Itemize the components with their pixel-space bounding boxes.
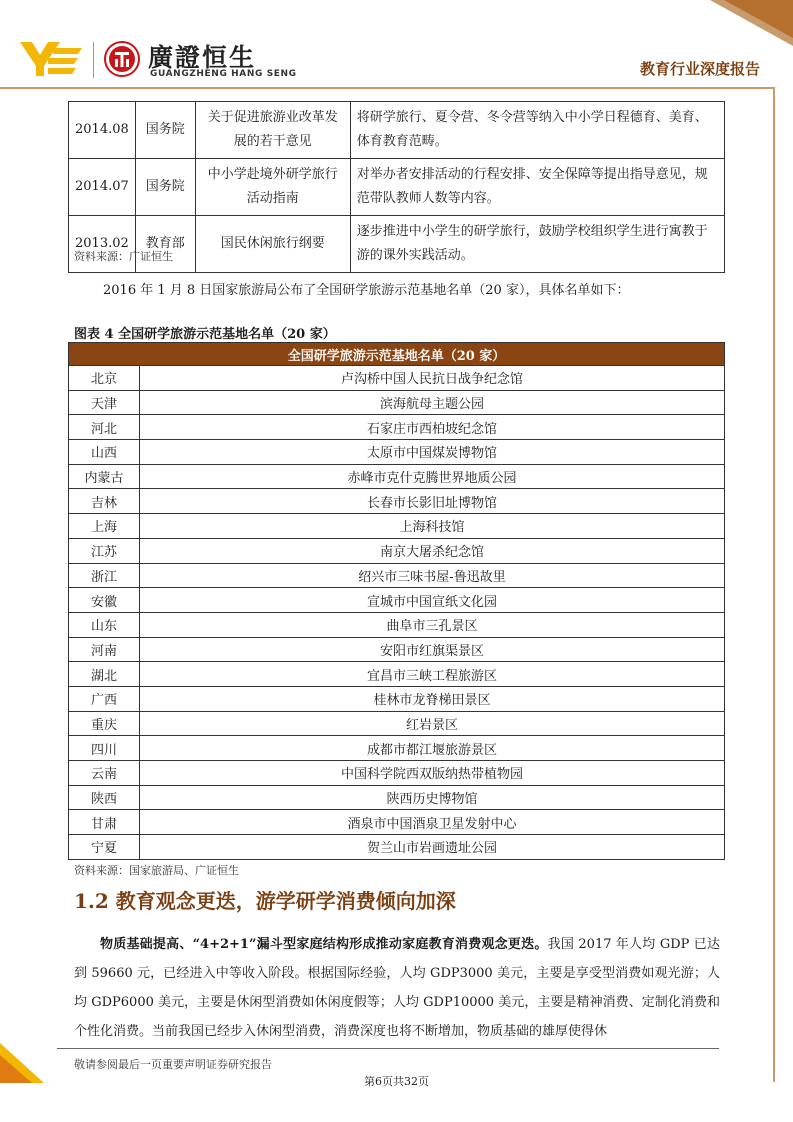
table-row [69, 761, 725, 786]
policy-content: 将研学旅行、夏令营、冬令营等纳入中小学日程德育、美育、体育教育范畴。 [350, 102, 724, 159]
province-cell: 湖北 [69, 662, 140, 687]
policy-date: 2014.07 [69, 159, 136, 216]
table-row [69, 686, 725, 711]
province-cell: 重庆 [69, 711, 140, 736]
table-row [69, 563, 725, 588]
province-cell: 宁夏 [69, 835, 140, 860]
province-cell: 河南 [69, 637, 140, 662]
table-row [69, 159, 725, 216]
province-cell: 河北 [69, 415, 140, 440]
site-cell: 南京大屠杀纪念馆 [140, 538, 725, 563]
site-cell: 酒泉市中国酒泉卫星发射中心 [140, 810, 725, 835]
site-cell: 滨海航母主题公园 [140, 390, 725, 415]
study-tour-base-table [68, 342, 725, 860]
table-row [69, 637, 725, 662]
section-heading: 1.2 教育观念更迭，游学研学消费倾向加深 [74, 889, 456, 913]
policy-content: 对举办者安排活动的行程安排、安全保障等提出指导意见，规范带队教师人数等内容。 [350, 159, 724, 216]
province-cell: 云南 [69, 761, 140, 786]
policy-date: 2014.08 [69, 102, 136, 159]
site-cell: 贺兰山市岩画遗址公园 [140, 835, 725, 860]
province-cell: 内蒙古 [69, 464, 140, 489]
table-row [69, 440, 725, 465]
province-cell: 广西 [69, 686, 140, 711]
table-row [69, 366, 725, 391]
policy-org: 教育部 [135, 216, 195, 273]
table-row [69, 810, 725, 835]
source-note: 资料来源：广证恒生 [74, 250, 173, 263]
site-cell: 卢沟桥中国人民抗日战争纪念馆 [140, 366, 725, 391]
site-cell: 红岩景区 [140, 711, 725, 736]
province-cell: 山东 [69, 612, 140, 637]
lead-sentence: 物质基础提高、“4+2+1”漏斗型家庭结构形成推动家庭教育消费观念更迭。 [100, 937, 548, 952]
province-cell: 吉林 [69, 489, 140, 514]
policy-org: 国务院 [135, 102, 195, 159]
policy-date: 2013.02 [69, 216, 136, 273]
logo-divider [93, 42, 94, 78]
site-cell: 桂林市龙脊梯田景区 [140, 686, 725, 711]
table-row [69, 538, 725, 563]
site-cell: 赤峰市克什克腾世界地质公园 [140, 464, 725, 489]
site-cell: 成都市都江堰旅游景区 [140, 736, 725, 761]
table-row [69, 835, 725, 860]
province-cell: 北京 [69, 366, 140, 391]
policy-document: 关于促进旅游业改革发展的若干意见 [195, 102, 350, 159]
site-cell: 宣城市中国宣纸文化园 [140, 588, 725, 613]
province-cell: 山西 [69, 440, 140, 465]
site-cell: 太原市中国煤炭博物馆 [140, 440, 725, 465]
table-row [69, 464, 725, 489]
table-row [69, 514, 725, 539]
site-cell: 陕西历史博物馆 [140, 785, 725, 810]
table-row [69, 612, 725, 637]
province-cell: 上海 [69, 514, 140, 539]
table-row [69, 662, 725, 687]
logo-english-name: GUANGZHENG HANG SENG [150, 69, 297, 79]
intro-paragraph: 2016 年 1 月 8 日国家旅游局公布了全国研学旅游示范基地名单（20 家），具体名单如下： [103, 283, 630, 298]
logo-chinese-name: 廣證恒生 [148, 43, 257, 72]
table-row [69, 489, 725, 514]
site-cell: 曲阜市三孔景区 [140, 612, 725, 637]
side-rule [773, 87, 775, 1082]
table-row [69, 390, 725, 415]
body-paragraph [74, 930, 720, 1046]
page-header [0, 0, 793, 92]
province-cell: 陕西 [69, 785, 140, 810]
site-cell: 绍兴市三味书屋-鲁迅故里 [140, 563, 725, 588]
province-cell: 天津 [69, 390, 140, 415]
province-cell: 浙江 [69, 563, 140, 588]
ye-logo-icon [20, 40, 82, 78]
table-header: 全国研学旅游示范基地名单（20 家） [69, 343, 725, 366]
province-cell: 四川 [69, 736, 140, 761]
site-cell: 长春市长影旧址博物馆 [140, 489, 725, 514]
site-cell: 宜昌市三峡工程旅游区 [140, 662, 725, 687]
page-number: 第6页共32页 [364, 1075, 429, 1088]
figure-title: 图表 4 全国研学旅游示范基地名单（20 家） [74, 327, 336, 342]
province-cell: 甘肃 [69, 810, 140, 835]
table-row [69, 415, 725, 440]
table-row [69, 711, 725, 736]
body-text: 我国 2017 年人均 GDP 已达到 59660 元，已经进入中等收入阶段。根据国际经验，人均 GDP3000 美元，主要是享受型消费如观光游；人均 GDP6000 美元，主要是休闲型消费如休闲度假等；人均 GDP10000 美元，主要是精神消费、定制化消费和个性化消费。当前我国已经步入休闲型消费，消费深度也将不断增加，物质基础的雄厚使得休 [74, 937, 720, 1039]
policy-document: 国民休闲旅行纲要 [195, 216, 350, 273]
table-row [69, 785, 725, 810]
policy-org: 国务院 [135, 159, 195, 216]
site-cell: 安阳市红旗渠景区 [140, 637, 725, 662]
source-note: 资料来源：国家旅游局、广证恒生 [74, 864, 239, 877]
province-cell: 江苏 [69, 538, 140, 563]
footer-disclaimer: 敬请参阅最后一页重要声明证券研究报告 [74, 1058, 272, 1071]
table-row [69, 588, 725, 613]
guangzheng-seal-icon [104, 41, 140, 77]
table-row [69, 102, 725, 159]
site-cell: 上海科技馆 [140, 514, 725, 539]
policy-document: 中小学赴境外研学旅行活动指南 [195, 159, 350, 216]
province-cell: 安徽 [69, 588, 140, 613]
report-title: 教育行业深度报告 [639, 60, 760, 78]
policy-content: 逐步推进中小学生的研学旅行，鼓励学校组织学生进行寓教于游的课外实践活动。 [350, 216, 724, 273]
site-cell: 石家庄市西柏坡纪念馆 [140, 415, 725, 440]
site-cell: 中国科学院西双版纳热带植物园 [140, 761, 725, 786]
table-row [69, 736, 725, 761]
footer-rule [57, 1048, 719, 1049]
header-rule [0, 87, 775, 89]
